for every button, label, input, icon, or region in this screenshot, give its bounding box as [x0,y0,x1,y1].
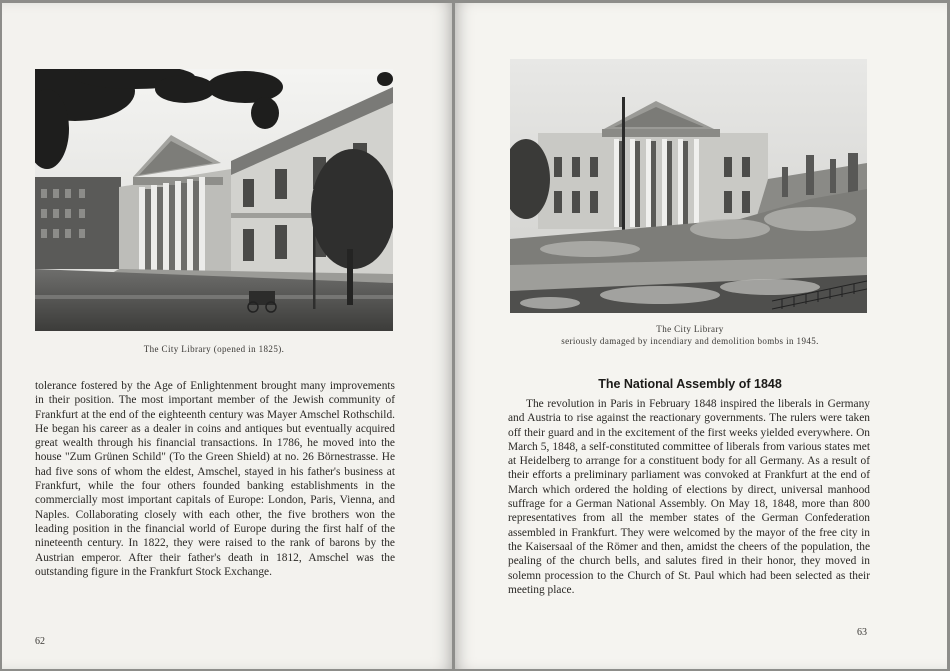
left-page [2,3,452,669]
page-number-left: 62 [35,636,45,647]
right-photo-caption [495,323,885,347]
right-page [455,3,947,669]
city-library-photo [35,69,393,331]
page-number-right: 63 [857,627,867,638]
section-heading: The National Assembly of 1848 [598,377,782,391]
left-photo-caption: The City Library (opened in 1825). [143,344,285,354]
damaged-library-photo [510,59,867,313]
left-body-text: tolerance fostered by the Age of Enlightenment brought many improvements in their position. The most important member of the Jewish community of Frankfurt at the end of the eighteenth century was Mayer Amschel Rothschild. He began his career as a dealer in coins and antiques but eventually acquired great wealth through his financial transactions. In 1786, he moved into the house "Zum Grünen Schild" (To the Green Shield) at no. 26 Börnestrasse. He had five sons of whom the eldest, Amschel, stayed in his father's business at Frankfurt, while the four others founded banking establishments in the commercially most important capitals of Europe: London, Paris, Vienna, and Naples. Collaborating closely with each other, the five brothers won the leading position in the financial world of Europe during the first half of the nineteenth century. In 1822, they were raised to the rank of barons by the Austrian emperor. After their father's death in 1812, Amschel was the outstanding figure in the Frankfurt Stock Exchange. [35,380,395,578]
right-body-text: The revolution in Paris in February 1848 inspired the liberals in Germany and Austria to rise against the reactionary governments. The rulers were taken off their guard and in the excitement of the first weeks yielded everywhere. On March 5, 1848, a self-constituted committee of liberals from various states met at Heidelberg to arrange for a constituent body for all Germany. As a result of their efforts a preliminary parliament was convoked at Frankfurt at the end of March which ordered the holding of elections by direct, universal manhood suffrage for a German National Assembly. On May 18, 1848, more than 800 representatives from all the member states of the German Confederation assembled in Frankfurt. They were welcomed by the mayor of the free city in the Kaisersaal of the Römer and then, amidst the cheers of the population, the pealing of the church bells, and salutes fired in their honor, they moved in solemn procession to the Church of St. Paul which had been selected as their meeting place. [508,398,870,596]
right-caption-line-2: seriously damaged by incendiary and demolition bombs in 1945. [561,336,819,346]
right-caption-line-1: The City Library [656,324,724,334]
